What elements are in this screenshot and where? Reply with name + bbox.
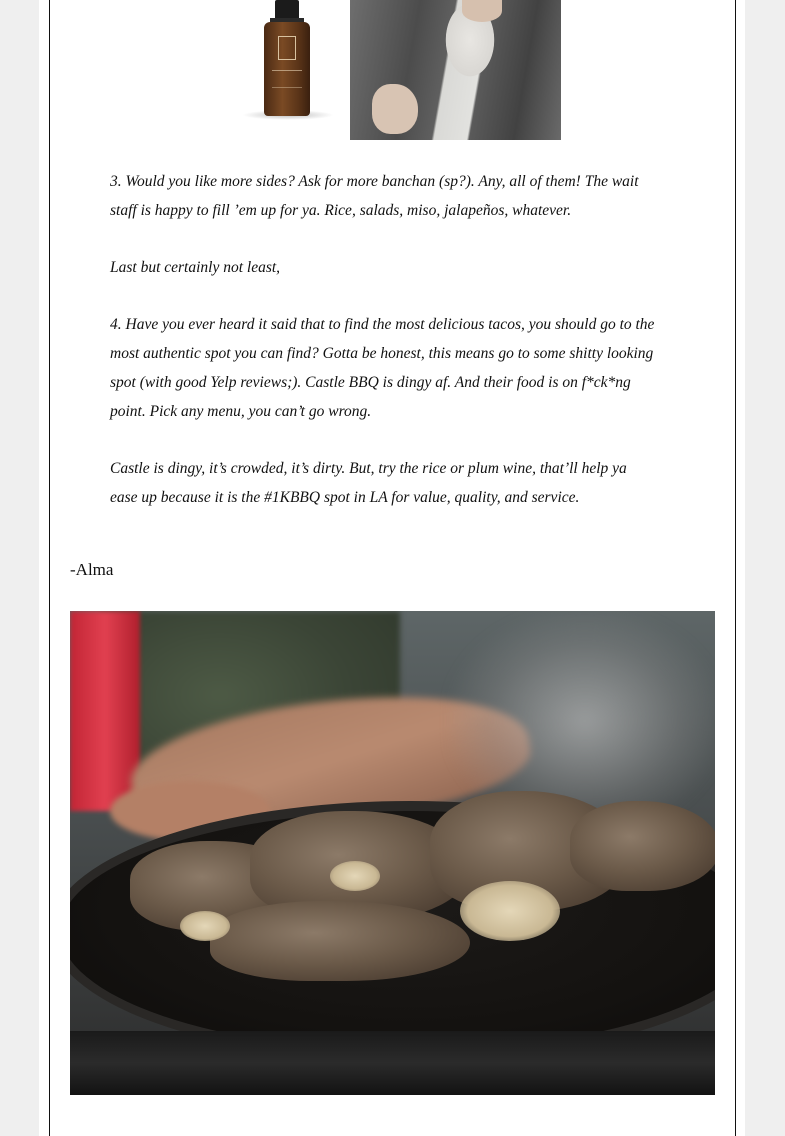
person-hand <box>372 84 418 134</box>
photo-meat <box>210 901 470 981</box>
author-signature: -Alma <box>70 560 114 579</box>
photo-onion <box>460 881 560 941</box>
paragraph-castle-summary: Castle is dingy, it’s crowded, it’s dirty. But, try the rice or plum wine, that’ll help ya ease up because it is the #1KBBQ spot in LA for value, quality, and service. <box>110 460 627 506</box>
photo-grill-base <box>70 1031 715 1095</box>
korean-bbq-grill-photo[interactable] <box>70 611 715 1095</box>
bottle-cap <box>275 0 299 20</box>
bottle-logo <box>278 36 296 60</box>
photo-red-cup <box>70 611 140 811</box>
paragraph-last-but-not-least: Last but certainly not least, <box>110 259 281 276</box>
paragraph-authentic-spot-tip: 4. Have you ever heard it said that to find the most delicious tacos, you should go to the most authentic spot you can find? Gotta be honest, this means go to some shitty looking spot (with good Yelp reviews;). Castle BBQ is dingy af. And their food is on f*ck*ng point. Pick any menu, you can’t go wrong. <box>110 316 655 420</box>
person-hand-upper <box>462 0 502 22</box>
photo-onion <box>180 911 230 941</box>
photo-onion <box>330 861 380 891</box>
paragraph-sides-tip: 3. Would you like more sides? Ask for more banchan (sp?). Any, all of them! The wait staff is happy to fill ’em up for ya. Rice, salads, miso, jalapeños, whatever. <box>110 173 639 219</box>
bottle-label <box>272 70 302 88</box>
photo-meat <box>570 801 715 891</box>
person-in-denim-shirt-image[interactable] <box>350 0 561 140</box>
serum-bottle-product-image[interactable] <box>232 0 344 140</box>
